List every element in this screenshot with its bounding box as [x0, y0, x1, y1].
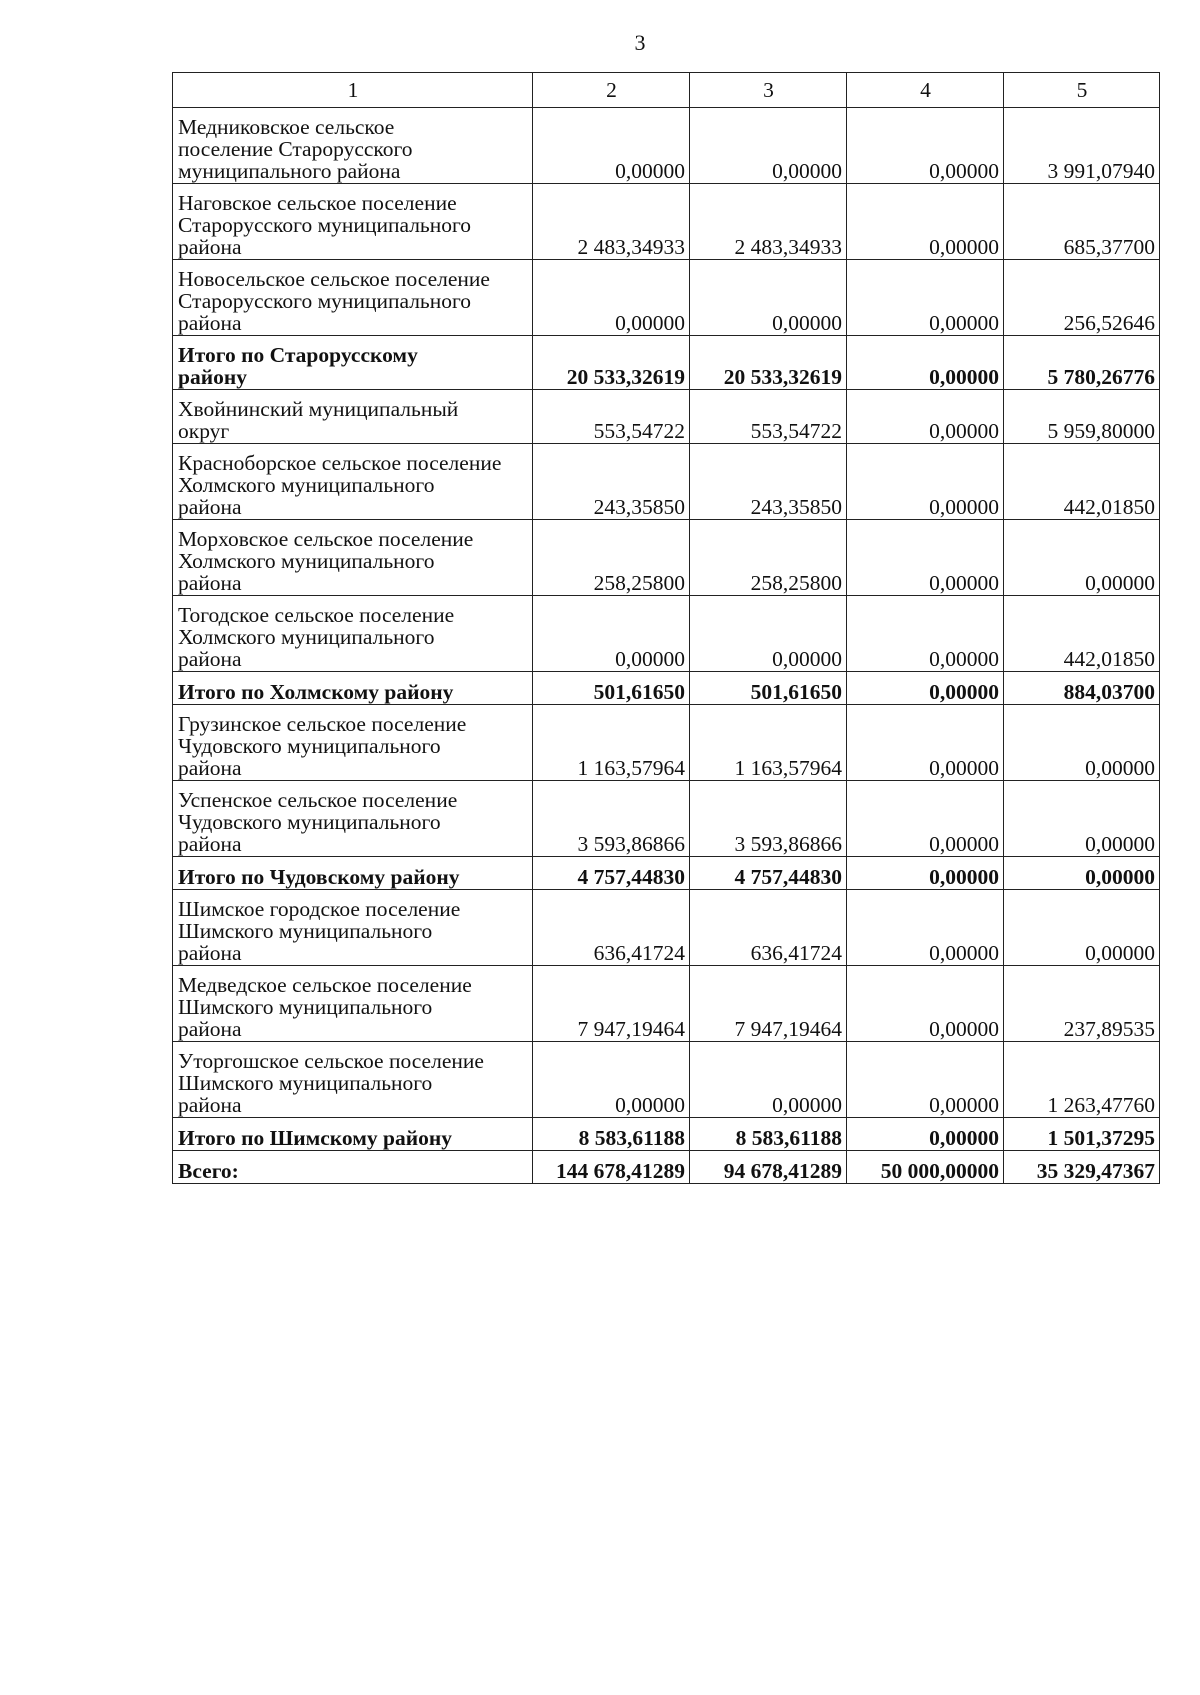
- value-cell-col5: 5 780,26776: [1004, 336, 1160, 390]
- value-cell-col3: 4 757,44830: [690, 857, 847, 890]
- value-cell-col5: 5 959,80000: [1004, 390, 1160, 444]
- column-header-2: 2: [533, 73, 690, 108]
- value-cell-col2: 243,35850: [533, 444, 690, 520]
- row-name-cell: Наговское сельское поселение Старорусского муниципального района: [173, 184, 533, 260]
- value-cell-col3: 636,41724: [690, 890, 847, 966]
- value-cell-col5: 35 329,47367: [1004, 1151, 1160, 1184]
- value-cell-col5: 0,00000: [1004, 890, 1160, 966]
- table-row: [173, 966, 1160, 1042]
- value-cell-col2: 4 757,44830: [533, 857, 690, 890]
- value-cell-col3: 243,35850: [690, 444, 847, 520]
- row-name-cell: Морховское сельское поселение Холмского муниципального района: [173, 520, 533, 596]
- value-cell-col2: 501,61650: [533, 672, 690, 705]
- table-row: [173, 520, 1160, 596]
- value-cell-col5: 1 501,37295: [1004, 1118, 1160, 1151]
- row-name-cell: Итого по Старорусскому району: [173, 336, 533, 390]
- total-row: [173, 1151, 1160, 1184]
- row-name-cell: Итого по Чудовскому району: [173, 857, 533, 890]
- table-row: [173, 1042, 1160, 1118]
- table-header: [173, 73, 1160, 108]
- row-name-cell: Медведское сельское поселение Шимского муниципального района: [173, 966, 533, 1042]
- value-cell-col4: 0,00000: [847, 444, 1004, 520]
- value-cell-col2: 7 947,19464: [533, 966, 690, 1042]
- table-body: [173, 108, 1160, 1184]
- data-table: [172, 72, 1160, 1184]
- row-name-cell: Шимское городское поселение Шимского муниципального района: [173, 890, 533, 966]
- value-cell-col4: 0,00000: [847, 260, 1004, 336]
- value-cell-col3: 0,00000: [690, 596, 847, 672]
- value-cell-col2: 20 533,32619: [533, 336, 690, 390]
- column-header-1: 1: [173, 73, 533, 108]
- value-cell-col2: 1 163,57964: [533, 705, 690, 781]
- row-name-cell: Успенское сельское поселение Чудовского муниципального района: [173, 781, 533, 857]
- table-row: [173, 390, 1160, 444]
- value-cell-col5: 256,52646: [1004, 260, 1160, 336]
- row-name-cell: Хвойнинский муниципальный округ: [173, 390, 533, 444]
- table-row: [173, 184, 1160, 260]
- value-cell-col5: 3 991,07940: [1004, 108, 1160, 184]
- value-cell-col3: 501,61650: [690, 672, 847, 705]
- table-row: [173, 108, 1160, 184]
- total-row: [173, 1118, 1160, 1151]
- row-name-cell: Тогодское сельское поселение Холмского муниципального района: [173, 596, 533, 672]
- header-row: [173, 73, 1160, 108]
- value-cell-col5: 884,03700: [1004, 672, 1160, 705]
- row-name-cell: Красноборское сельское поселение Холмского муниципального района: [173, 444, 533, 520]
- value-cell-col4: 0,00000: [847, 336, 1004, 390]
- value-cell-col4: 0,00000: [847, 1118, 1004, 1151]
- table-row: [173, 705, 1160, 781]
- value-cell-col3: 0,00000: [690, 108, 847, 184]
- row-name-cell: Итого по Холмскому району: [173, 672, 533, 705]
- value-cell-col5: 0,00000: [1004, 857, 1160, 890]
- value-cell-col4: 0,00000: [847, 890, 1004, 966]
- value-cell-col4: 0,00000: [847, 672, 1004, 705]
- value-cell-col3: 8 583,61188: [690, 1118, 847, 1151]
- table-row: [173, 444, 1160, 520]
- value-cell-col3: 258,25800: [690, 520, 847, 596]
- value-cell-col2: 553,54722: [533, 390, 690, 444]
- value-cell-col4: 0,00000: [847, 857, 1004, 890]
- column-header-5: 5: [1004, 73, 1160, 108]
- value-cell-col4: 0,00000: [847, 596, 1004, 672]
- value-cell-col2: 144 678,41289: [533, 1151, 690, 1184]
- value-cell-col5: 0,00000: [1004, 781, 1160, 857]
- table-row: [173, 890, 1160, 966]
- value-cell-col2: 258,25800: [533, 520, 690, 596]
- value-cell-col3: 7 947,19464: [690, 966, 847, 1042]
- value-cell-col4: 0,00000: [847, 705, 1004, 781]
- value-cell-col4: 0,00000: [847, 1042, 1004, 1118]
- row-name-cell: Всего:: [173, 1151, 533, 1184]
- row-name-cell: Грузинское сельское поселение Чудовского муниципального района: [173, 705, 533, 781]
- row-name-cell: Новосельское сельское поселение Старорусского муниципального района: [173, 260, 533, 336]
- value-cell-col5: 442,01850: [1004, 444, 1160, 520]
- value-cell-col4: 0,00000: [847, 390, 1004, 444]
- value-cell-col2: 0,00000: [533, 108, 690, 184]
- total-row: [173, 672, 1160, 705]
- value-cell-col3: 3 593,86866: [690, 781, 847, 857]
- value-cell-col5: 0,00000: [1004, 520, 1160, 596]
- page-number: 3: [634, 30, 646, 55]
- value-cell-col3: 94 678,41289: [690, 1151, 847, 1184]
- value-cell-col3: 0,00000: [690, 260, 847, 336]
- total-row: [173, 336, 1160, 390]
- value-cell-col4: 0,00000: [847, 108, 1004, 184]
- value-cell-col5: 1 263,47760: [1004, 1042, 1160, 1118]
- row-name-cell: Итого по Шимскому району: [173, 1118, 533, 1151]
- value-cell-col4: 0,00000: [847, 520, 1004, 596]
- column-header-3: 3: [690, 73, 847, 108]
- value-cell-col2: 8 583,61188: [533, 1118, 690, 1151]
- value-cell-col5: 0,00000: [1004, 705, 1160, 781]
- value-cell-col4: 0,00000: [847, 781, 1004, 857]
- value-cell-col2: 2 483,34933: [533, 184, 690, 260]
- value-cell-col2: 0,00000: [533, 1042, 690, 1118]
- table-row: [173, 260, 1160, 336]
- value-cell-col4: 0,00000: [847, 184, 1004, 260]
- row-name-cell: Уторгошское сельское поселение Шимского муниципального района: [173, 1042, 533, 1118]
- table-row: [173, 596, 1160, 672]
- value-cell-col3: 20 533,32619: [690, 336, 847, 390]
- value-cell-col2: 636,41724: [533, 890, 690, 966]
- column-header-4: 4: [847, 73, 1004, 108]
- value-cell-col3: 1 163,57964: [690, 705, 847, 781]
- value-cell-col2: 3 593,86866: [533, 781, 690, 857]
- value-cell-col3: 553,54722: [690, 390, 847, 444]
- value-cell-col3: 0,00000: [690, 1042, 847, 1118]
- table-row: [173, 781, 1160, 857]
- value-cell-col2: 0,00000: [533, 260, 690, 336]
- value-cell-col5: 685,37700: [1004, 184, 1160, 260]
- total-row: [173, 857, 1160, 890]
- value-cell-col3: 2 483,34933: [690, 184, 847, 260]
- value-cell-col4: 50 000,00000: [847, 1151, 1004, 1184]
- value-cell-col2: 0,00000: [533, 596, 690, 672]
- value-cell-col5: 237,89535: [1004, 966, 1160, 1042]
- value-cell-col4: 0,00000: [847, 966, 1004, 1042]
- row-name-cell: Медниковское сельское поселение Старорусского муниципального района: [173, 108, 533, 184]
- value-cell-col5: 442,01850: [1004, 596, 1160, 672]
